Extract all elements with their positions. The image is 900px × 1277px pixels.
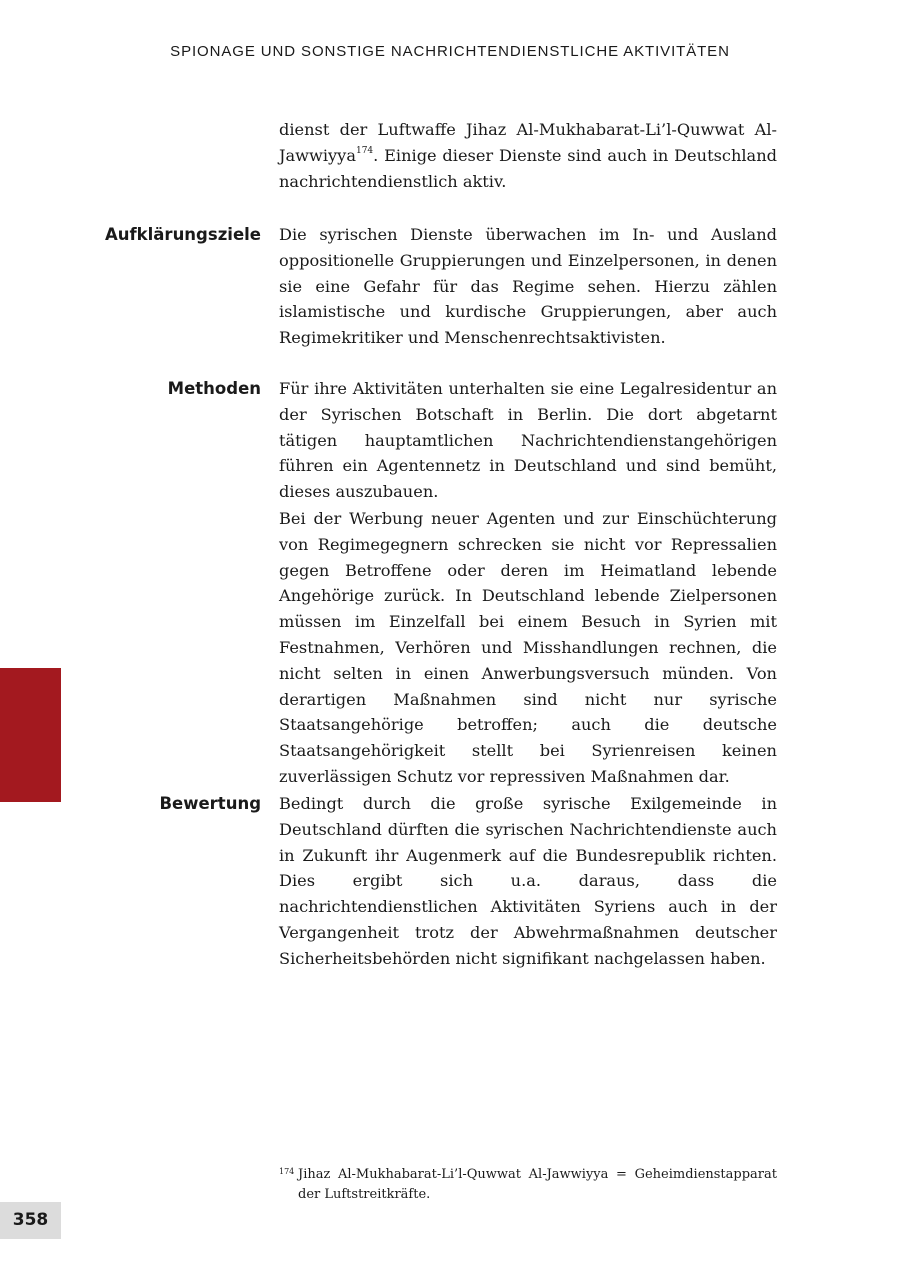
section-label-aufklaerungsziele: Aufklärungsziele: [104, 225, 261, 244]
intro-paragraph: [279, 117, 777, 194]
section-text-aufklaerungsziele: Die syrischen Dienste überwachen im In- und Ausland oppositionelle Gruppierungen und Einzelpersonen, in denen sie eine Gefahr für das Regime sehen. Hierzu zählen islamistische und kurdische Gruppierungen, aber auch Regimekritiker und Menschenrechtsaktivisten.: [279, 225, 777, 348]
section-label-bewertung: Bewertung: [159, 794, 261, 813]
intro-text-before: dienst der Luftwaffe Jihaz Al-Mukhabarat-Li’l-Quwwat Al-Jawwiyya: [279, 120, 777, 165]
section-text-methoden-1: Für ihre Aktivitäten unterhalten sie eine Legalresidentur an der Syrischen Botschaft in Berlin. Die dort abgetarnt tätigen hauptamtlichen Nachrichtendienstangehörigen führen ein Agentennetz in Deutschland und sind bemüht, dieses auszubauen.: [279, 379, 777, 502]
footnote: [279, 1165, 777, 1204]
chapter-tab: [0, 668, 61, 802]
footnote-text: Jihaz Al-Mukhabarat-Li’l-Quwwat Al-Jawwiyya = Geheimdienstapparat der Luftstreitkräfte.: [298, 1167, 777, 1202]
page-number: 358: [12, 1210, 49, 1230]
footnote-reference: 174: [355, 146, 374, 157]
footnote-number: 174: [279, 1167, 295, 1176]
running-header: SPIONAGE UND SONSTIGE NACHRICHTENDIENSTLICHE AKTIVITÄTEN: [170, 43, 730, 60]
section-text-methoden-2: Bei der Werbung neuer Agenten und zur Einschüchterung von Regimegegnern schrecken sie nicht vor Repressalien gegen Betroffene oder deren im Heimatland lebende Angehörige zurück. In Deutschland lebende Zielpersonen müssen im Einzelfall bei einem Besuch in Syrien mit Festnahmen, Verhören und Misshandlungen rechnen, die nicht selten in einen Anwerbungsversuch münden. Von derartigen Maßnahmen sind nicht nur syrische Staatsangehörige betroffen; auch die deutsche Staatsangehörigkeit stellt bei Syrienreisen keinen zuverlässigen Schutz vor repressiven Maßnahmen dar.: [279, 509, 777, 786]
section-label-methoden: Methoden: [167, 379, 261, 398]
section-text-bewertung: Bedingt durch die große syrische Exilgemeinde in Deutschland dürften die syrischen Nachrichtendienste auch in Zukunft ihr Augenmerk auf die Bundesrepublik richten. Dies ergibt sich u.a. daraus, dass die nachrichtendienstlichen Aktivitäten Syriens auch in der Vergangenheit trotz der Abwehrmaßnahmen deutscher Sicherheitsbehörden nicht signifikant nachgelassen haben.: [279, 794, 777, 968]
intro-text-after: . Einige dieser Dienste sind auch in Deutschland nachrichtendienstlich aktiv.: [279, 145, 777, 191]
page-number-box: [0, 1202, 61, 1239]
